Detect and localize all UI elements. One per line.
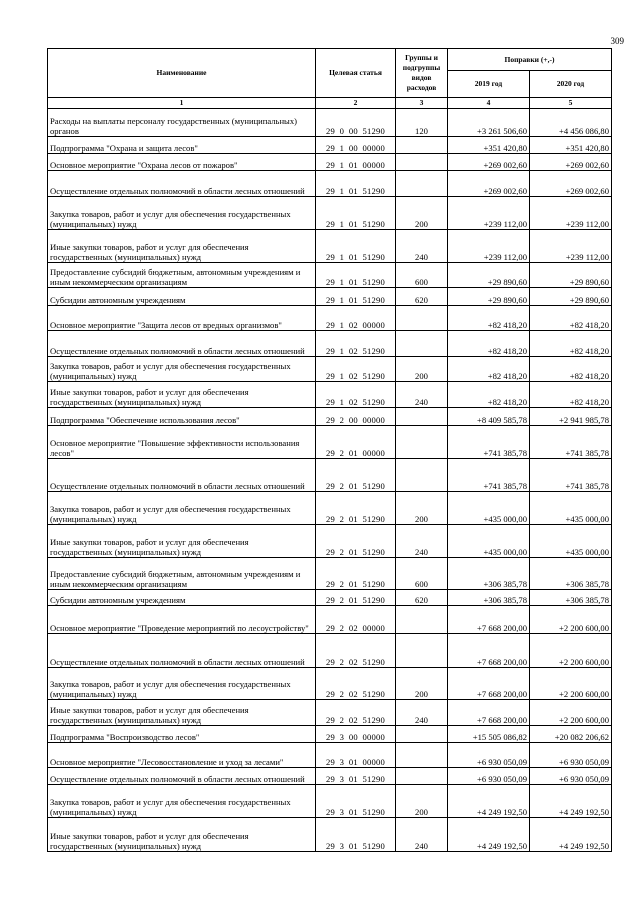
row-name: Подпрограмма "Воспроизводство лесов" xyxy=(48,726,316,743)
table-row xyxy=(48,785,612,818)
row-target-article: 29 2 02 51290 xyxy=(316,700,396,726)
row-expense-group xyxy=(396,408,448,426)
row-amendment-2020: +741 385,78 xyxy=(530,426,612,459)
row-name: Основное мероприятие "Проведение мероприятий по лесоустройству" xyxy=(48,606,316,634)
column-number-1: 1 xyxy=(48,98,316,109)
table-row xyxy=(48,768,612,785)
row-target-article: 29 1 01 51290 xyxy=(316,171,396,197)
row-name: Подпрограмма "Обеспечение использования лесов" xyxy=(48,408,316,426)
row-amendment-2019: +239 112,00 xyxy=(448,197,530,230)
table-row xyxy=(48,408,612,426)
row-target-article: 29 1 01 51290 xyxy=(316,197,396,230)
table-row xyxy=(48,668,612,700)
row-target-article: 29 2 01 51290 xyxy=(316,459,396,492)
header-target-article: Целевая статья xyxy=(316,49,396,98)
row-amendment-2019: +351 420,80 xyxy=(448,137,530,154)
table-row xyxy=(48,230,612,263)
row-target-article: 29 1 02 51290 xyxy=(316,382,396,408)
row-amendment-2019: +7 668 200,00 xyxy=(448,634,530,668)
row-name: Иные закупки товаров, работ и услуг для обеспечения государственных (муниципальных) нужд xyxy=(48,525,316,558)
budget-amendments-table xyxy=(47,48,612,852)
row-name: Осуществление отдельных полномочий в области лесных отношений xyxy=(48,768,316,785)
row-expense-group: 240 xyxy=(396,230,448,263)
row-expense-group: 240 xyxy=(396,700,448,726)
row-amendment-2019: +8 409 585,78 xyxy=(448,408,530,426)
row-name: Основное мероприятие "Лесовосстановление и уход за лесами" xyxy=(48,743,316,768)
row-amendment-2019: +435 000,00 xyxy=(448,492,530,525)
row-target-article: 29 2 01 51290 xyxy=(316,492,396,525)
row-name: Предоставление субсидий бюджетным, автономным учреждениям и иным некоммерческим организациям xyxy=(48,558,316,590)
row-expense-group: 200 xyxy=(396,357,448,382)
table-row xyxy=(48,171,612,197)
row-target-article: 29 3 01 51290 xyxy=(316,818,396,852)
row-name: Закупка товаров, работ и услуг для обеспечения государственных (муниципальных) нужд xyxy=(48,357,316,382)
row-amendment-2019: +29 890,60 xyxy=(448,263,530,288)
row-amendment-2020: +306 385,78 xyxy=(530,590,612,606)
row-expense-group xyxy=(396,306,448,331)
header-amendments: Поправки (+,-) xyxy=(448,49,612,71)
table-row xyxy=(48,137,612,154)
row-target-article: 29 2 01 51290 xyxy=(316,590,396,606)
row-name: Иные закупки товаров, работ и услуг для обеспечения государственных (муниципальных) нужд xyxy=(48,230,316,263)
row-amendment-2020: +6 930 050,09 xyxy=(530,768,612,785)
table-row xyxy=(48,109,612,137)
row-amendment-2020: +741 385,78 xyxy=(530,459,612,492)
row-name: Иные закупки товаров, работ и услуг для обеспечения государственных (муниципальных) нужд xyxy=(48,818,316,852)
row-target-article: 29 1 01 00000 xyxy=(316,154,396,171)
row-target-article: 29 2 02 51290 xyxy=(316,668,396,700)
row-expense-group xyxy=(396,171,448,197)
column-number-2: 2 xyxy=(316,98,396,109)
row-target-article: 29 3 01 51290 xyxy=(316,785,396,818)
table-row xyxy=(48,263,612,288)
row-expense-group: 200 xyxy=(396,668,448,700)
row-target-article: 29 2 01 51290 xyxy=(316,525,396,558)
table-row xyxy=(48,558,612,590)
row-target-article: 29 1 02 00000 xyxy=(316,306,396,331)
row-amendment-2019: +29 890,60 xyxy=(448,288,530,306)
table-row xyxy=(48,357,612,382)
column-number-3: 3 xyxy=(396,98,448,109)
row-name: Основное мероприятие "Повышение эффективности использования лесов" xyxy=(48,426,316,459)
row-target-article: 29 3 00 00000 xyxy=(316,726,396,743)
row-expense-group xyxy=(396,634,448,668)
row-amendment-2020: +435 000,00 xyxy=(530,492,612,525)
table-row xyxy=(48,726,612,743)
row-target-article: 29 1 01 51290 xyxy=(316,230,396,263)
row-amendment-2020: +29 890,60 xyxy=(530,288,612,306)
row-name: Осуществление отдельных полномочий в области лесных отношений xyxy=(48,331,316,357)
row-expense-group: 240 xyxy=(396,818,448,852)
row-amendment-2020: +4 249 192,50 xyxy=(530,818,612,852)
row-name: Предоставление субсидий бюджетным, автономным учреждениям и иным некоммерческим организациям xyxy=(48,263,316,288)
header-year-2020: 2020 год xyxy=(530,71,612,98)
row-amendment-2020: +2 200 600,00 xyxy=(530,606,612,634)
row-expense-group xyxy=(396,459,448,492)
row-target-article: 29 2 00 00000 xyxy=(316,408,396,426)
row-amendment-2020: +351 420,80 xyxy=(530,137,612,154)
row-amendment-2020: +82 418,20 xyxy=(530,382,612,408)
row-target-article: 29 2 01 00000 xyxy=(316,426,396,459)
table-row xyxy=(48,634,612,668)
row-expense-group: 240 xyxy=(396,382,448,408)
table-row xyxy=(48,590,612,606)
row-amendment-2019: +15 505 086,82 xyxy=(448,726,530,743)
row-target-article: 29 1 02 51290 xyxy=(316,357,396,382)
row-amendment-2020: +20 082 206,62 xyxy=(530,726,612,743)
row-amendment-2020: +4 456 086,80 xyxy=(530,109,612,137)
row-name: Подпрограмма "Охрана и защита лесов" xyxy=(48,137,316,154)
row-amendment-2019: +435 000,00 xyxy=(448,525,530,558)
row-amendment-2020: +269 002,60 xyxy=(530,171,612,197)
table-row xyxy=(48,331,612,357)
row-target-article: 29 2 02 00000 xyxy=(316,606,396,634)
row-amendment-2019: +6 930 050,09 xyxy=(448,768,530,785)
row-expense-group xyxy=(396,137,448,154)
row-target-article: 29 1 01 51290 xyxy=(316,288,396,306)
table-row xyxy=(48,525,612,558)
column-number-5: 5 xyxy=(530,98,612,109)
row-amendment-2020: +4 249 192,50 xyxy=(530,785,612,818)
row-target-article: 29 2 02 51290 xyxy=(316,634,396,668)
row-target-article: 29 3 01 51290 xyxy=(316,768,396,785)
row-name: Субсидии автономным учреждениям xyxy=(48,288,316,306)
row-amendment-2019: +741 385,78 xyxy=(448,459,530,492)
row-expense-group xyxy=(396,154,448,171)
row-expense-group: 200 xyxy=(396,492,448,525)
row-amendment-2019: +82 418,20 xyxy=(448,306,530,331)
row-expense-group: 200 xyxy=(396,785,448,818)
row-amendment-2020: +29 890,60 xyxy=(530,263,612,288)
row-amendment-2020: +269 002,60 xyxy=(530,154,612,171)
table-row xyxy=(48,818,612,852)
row-amendment-2019: +7 668 200,00 xyxy=(448,668,530,700)
row-expense-group: 620 xyxy=(396,288,448,306)
row-amendment-2019: +82 418,20 xyxy=(448,357,530,382)
row-expense-group: 240 xyxy=(396,525,448,558)
row-amendment-2020: +2 941 985,78 xyxy=(530,408,612,426)
table-row xyxy=(48,459,612,492)
row-amendment-2020: +82 418,20 xyxy=(530,331,612,357)
row-name: Закупка товаров, работ и услуг для обеспечения государственных (муниципальных) нужд xyxy=(48,492,316,525)
row-target-article: 29 1 01 51290 xyxy=(316,263,396,288)
table-body xyxy=(48,109,612,852)
row-expense-group: 120 xyxy=(396,109,448,137)
row-amendment-2020: +435 000,00 xyxy=(530,525,612,558)
row-name: Осуществление отдельных полномочий в области лесных отношений xyxy=(48,459,316,492)
header-name: Наименование xyxy=(48,49,316,98)
row-name: Закупка товаров, работ и услуг для обеспечения государственных (муниципальных) нужд xyxy=(48,668,316,700)
row-amendment-2019: +7 668 200,00 xyxy=(448,700,530,726)
row-amendment-2019: +4 249 192,50 xyxy=(448,818,530,852)
row-amendment-2020: +2 200 600,00 xyxy=(530,668,612,700)
row-expense-group xyxy=(396,726,448,743)
row-amendment-2020: +2 200 600,00 xyxy=(530,634,612,668)
row-amendment-2020: +239 112,00 xyxy=(530,230,612,263)
row-name: Иные закупки товаров, работ и услуг для обеспечения государственных (муниципальных) нужд xyxy=(48,700,316,726)
table-row xyxy=(48,606,612,634)
row-amendment-2019: +4 249 192,50 xyxy=(448,785,530,818)
row-amendment-2020: +239 112,00 xyxy=(530,197,612,230)
page-number: 309 xyxy=(610,36,624,46)
column-number-4: 4 xyxy=(448,98,530,109)
row-amendment-2019: +82 418,20 xyxy=(448,382,530,408)
row-amendment-2019: +239 112,00 xyxy=(448,230,530,263)
row-name: Субсидии автономным учреждениям xyxy=(48,590,316,606)
row-name: Осуществление отдельных полномочий в области лесных отношений xyxy=(48,171,316,197)
row-expense-group: 600 xyxy=(396,558,448,590)
row-name: Основное мероприятие "Охрана лесов от пожаров" xyxy=(48,154,316,171)
row-name: Осуществление отдельных полномочий в области лесных отношений xyxy=(48,634,316,668)
row-expense-group xyxy=(396,331,448,357)
row-name: Иные закупки товаров, работ и услуг для обеспечения государственных (муниципальных) нужд xyxy=(48,382,316,408)
row-amendment-2020: +82 418,20 xyxy=(530,357,612,382)
table-row xyxy=(48,700,612,726)
row-target-article: 29 0 00 51290 xyxy=(316,109,396,137)
row-expense-group: 620 xyxy=(396,590,448,606)
row-amendment-2019: +306 385,78 xyxy=(448,558,530,590)
table-row xyxy=(48,197,612,230)
table-row xyxy=(48,426,612,459)
row-amendment-2020: +306 385,78 xyxy=(530,558,612,590)
row-expense-group: 200 xyxy=(396,197,448,230)
row-target-article: 29 3 01 00000 xyxy=(316,743,396,768)
row-amendment-2019: +6 930 050,09 xyxy=(448,743,530,768)
row-name: Закупка товаров, работ и услуг для обеспечения государственных (муниципальных) нужд xyxy=(48,785,316,818)
row-expense-group xyxy=(396,606,448,634)
row-expense-group xyxy=(396,768,448,785)
row-target-article: 29 2 01 51290 xyxy=(316,558,396,590)
row-amendment-2019: +741 385,78 xyxy=(448,426,530,459)
header-expense-groups: Группы и подгруппы видов расходов xyxy=(396,49,448,98)
row-amendment-2019: +269 002,60 xyxy=(448,171,530,197)
row-amendment-2019: +3 261 506,60 xyxy=(448,109,530,137)
row-name: Закупка товаров, работ и услуг для обеспечения государственных (муниципальных) нужд xyxy=(48,197,316,230)
row-amendment-2020: +2 200 600,00 xyxy=(530,700,612,726)
table-row xyxy=(48,743,612,768)
table-row xyxy=(48,154,612,171)
header-year-2019: 2019 год xyxy=(448,71,530,98)
table-row xyxy=(48,306,612,331)
row-target-article: 29 1 00 00000 xyxy=(316,137,396,154)
row-expense-group xyxy=(396,426,448,459)
row-amendment-2020: +82 418,20 xyxy=(530,306,612,331)
table-row xyxy=(48,382,612,408)
row-name: Расходы на выплаты персоналу государственных (муниципальных) органов xyxy=(48,109,316,137)
row-target-article: 29 1 02 51290 xyxy=(316,331,396,357)
row-expense-group xyxy=(396,743,448,768)
row-amendment-2019: +82 418,20 xyxy=(448,331,530,357)
row-expense-group: 600 xyxy=(396,263,448,288)
row-name: Основное мероприятие "Защита лесов от вредных организмов" xyxy=(48,306,316,331)
table-row xyxy=(48,288,612,306)
row-amendment-2019: +7 668 200,00 xyxy=(448,606,530,634)
row-amendment-2020: +6 930 050,09 xyxy=(530,743,612,768)
row-amendment-2019: +269 002,60 xyxy=(448,154,530,171)
row-amendment-2019: +306 385,78 xyxy=(448,590,530,606)
table-row xyxy=(48,492,612,525)
